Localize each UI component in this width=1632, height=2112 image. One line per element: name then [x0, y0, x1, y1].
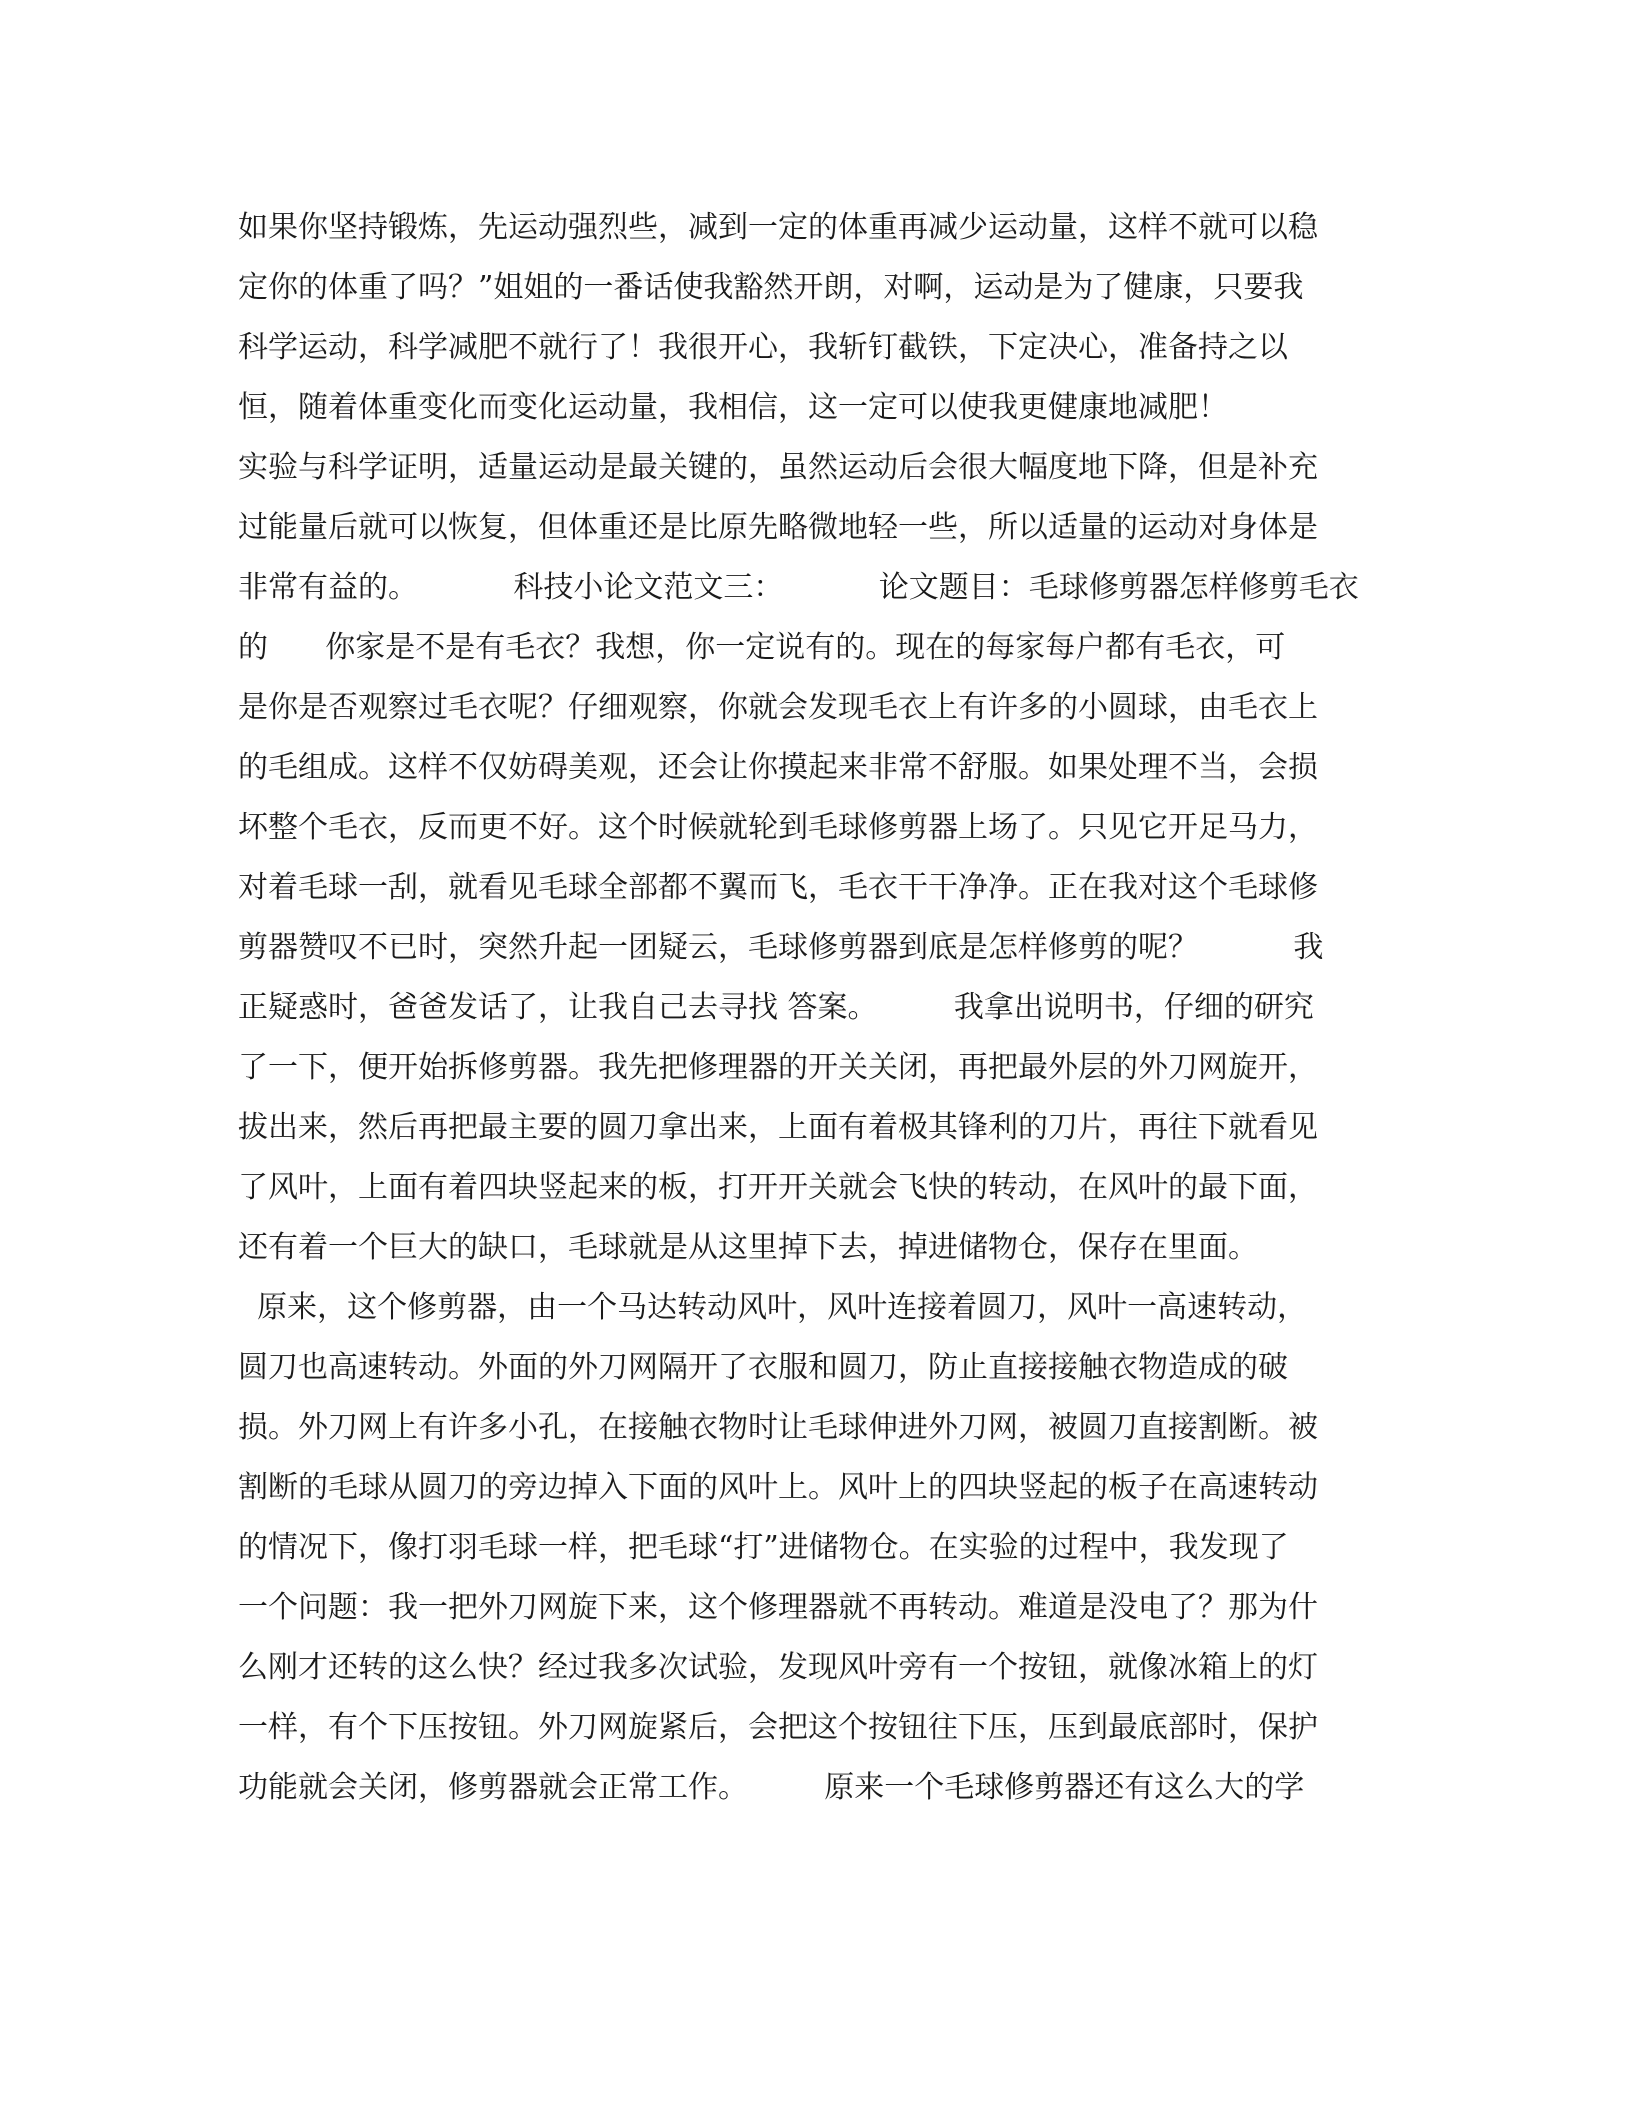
text-line: 恒，随着体重变化而变化运动量，我相信，这一定可以使我更健康地减肥！: [238, 390, 1228, 425]
text-line: 了一下，便开始拆修剪器。我先把修理器的开关关闭，再把最外层的外刀网旋开，: [238, 1050, 1318, 1085]
text-line: 拔出来，然后再把最主要的圆刀拿出来，上面有着极其锋利的刀片，再往下就看见: [238, 1110, 1318, 1145]
text-line: 的 你家是不是有毛衣？我想，你一定说有的。现在的每家每户都有毛衣，可: [238, 630, 1286, 665]
text-line: 对着毛球一刮，就看见毛球全部都不翼而飞，毛衣干干净净。正在我对这个毛球修: [238, 870, 1318, 905]
text-line: 损。外刀网上有许多小孔，在接触衣物时让毛球伸进外刀网，被圆刀直接割断。被: [238, 1410, 1318, 1445]
text-line: 剪器赞叹不已时，突然升起一团疑云，毛球修剪器到底是怎样修剪的呢？ 我: [238, 930, 1324, 965]
text-line: 割断的毛球从圆刀的旁边掉入下面的风叶上。风叶上的四块竖起的板子在高速转动: [238, 1470, 1318, 1505]
body-text: [238, 198, 1383, 1818]
text-line: 如果你坚持锻炼，先运动强烈些，减到一定的体重再减少运动量，这样不就可以稳: [238, 210, 1318, 245]
text-line: 还有着一个巨大的缺口，毛球就是从这里掉下去，掉进储物仓，保存在里面。: [238, 1230, 1258, 1265]
text-line: 的情况下，像打羽毛球一样，把毛球“打”进储物仓。在实验的过程中，我发现了: [238, 1530, 1289, 1565]
text-line: 么刚才还转的这么快？经过我多次试验，发现风叶旁有一个按钮，就像冰箱上的灯: [238, 1650, 1318, 1685]
text-line: 功能就会关闭，修剪器就会正常工作。 原来一个毛球修剪器还有这么大的学: [238, 1770, 1305, 1805]
text-line: 了风叶，上面有着四块竖起来的板，打开开关就会飞快的转动，在风叶的最下面，: [238, 1170, 1318, 1205]
text-line: 原来，这个修剪器，由一个马达转动风叶，风叶连接着圆刀，风叶一高速转动，: [238, 1290, 1308, 1325]
text-line: 定你的体重了吗？”姐姐的一番话使我豁然开朗，对啊，运动是为了健康，只要我: [238, 270, 1304, 305]
text-line: 一样，有个下压按钮。外刀网旋紧后，会把这个按钮往下压，压到最底部时，保护: [238, 1710, 1318, 1745]
text-line: 实验与科学证明，适量运动是最关键的，虽然运动后会很大幅度地下降，但是补充: [238, 450, 1318, 485]
text-line: 圆刀也高速转动。外面的外刀网隔开了衣服和圆刀，防止直接接触衣物造成的破: [238, 1350, 1288, 1385]
text-line: 过能量后就可以恢复，但体重还是比原先略微地轻一些，所以适量的运动对身体是: [238, 510, 1318, 545]
text-line: 是你是否观察过毛衣呢？仔细观察，你就会发现毛衣上有许多的小圆球，由毛衣上: [238, 690, 1318, 725]
text-line: 非常有益的。 科技小论文范文三： 论文题目：毛球修剪器怎样修剪毛衣: [238, 570, 1359, 605]
text-line: 正疑惑时，爸爸发话了，让我自己去寻找 答案。 我拿出说明书，仔细的研究: [238, 990, 1314, 1025]
text-line: 一个问题：我一把外刀网旋下来，这个修理器就不再转动。难道是没电了？那为什: [238, 1590, 1318, 1625]
text-line: 坏整个毛衣，反而更不好。这个时候就轮到毛球修剪器上场了。只见它开足马力，: [238, 810, 1318, 845]
text-line: 科学运动，科学减肥不就行了！我很开心，我斩钉截铁，下定决心，准备持之以: [238, 330, 1288, 365]
text-line: 的毛组成。这样不仅妨碍美观，还会让你摸起来非常不舒服。如果处理不当，会损: [238, 750, 1318, 785]
